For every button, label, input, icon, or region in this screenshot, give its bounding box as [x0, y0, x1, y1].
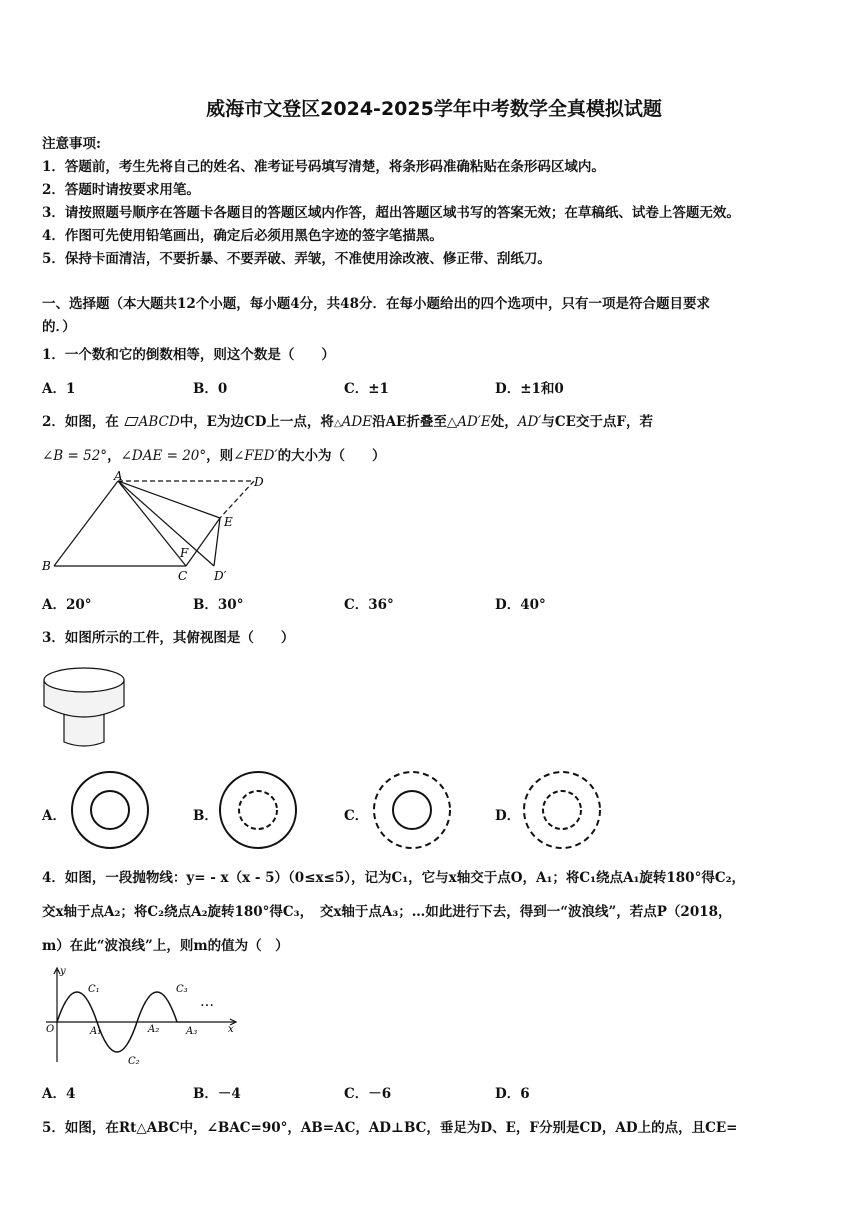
question-5-stem: 5．如图，在Rt△ABC中，∠BAC=90°，AB=AC，AD⊥BC，垂足为D、E，F分别是CD，AD上的点，且CE=: [42, 1120, 738, 1136]
q2-text: ，则: [206, 448, 234, 464]
q4-option-a: A．4: [42, 1086, 76, 1102]
label-C3: C₃: [176, 984, 188, 995]
label-D-prime: D′: [214, 569, 227, 583]
note-item: 4．作图可先使用铅笔画出，确定后必须用黑色字迹的签字笔描黑。: [42, 228, 443, 244]
q2-option-b: B．30°: [193, 597, 244, 613]
page-title: 威海市文登区2024-2025学年中考数学全真模拟试题: [206, 98, 662, 120]
label-B: B: [42, 559, 51, 573]
q2-stem-part: 中，E为边CD上一点，将: [179, 414, 334, 430]
q2-text: 的大小为（ ）: [277, 448, 386, 464]
q3-option-c: C．: [344, 808, 369, 824]
q2-option-a: A．20°: [42, 597, 92, 613]
q2-stem-part: 沿AE折叠至: [372, 414, 447, 430]
section-heading-cont: 的．）: [42, 319, 76, 335]
q3-option-b: B．: [193, 808, 218, 824]
label-A3: A₃: [186, 1026, 198, 1037]
q2-math: ∠FED′: [233, 448, 278, 464]
q2-text: ，: [107, 448, 121, 464]
question-3-stem: 3．如图所示的工件，其俯视图是（ ）: [42, 630, 295, 646]
q3-option-a: A．: [42, 808, 66, 824]
question-1-stem: 1．一个数和它的倒数相等，则这个数是（ ）: [42, 347, 335, 363]
q2-stem-part: 2．如图，在: [42, 414, 119, 430]
triangle-icon: △: [333, 418, 342, 429]
q2-math: ∠DAE = 20°: [120, 448, 207, 464]
q2-option-d: D．40°: [495, 597, 546, 613]
question-4-stem-line2: 交x轴于点A₂；将C₂绕点A₂旋转180°得C₃， 交x轴于点A₃；…如此进行下去，得到一“波浪线”，若点P（2018，: [42, 904, 732, 920]
question-4-stem: 4．如图，一段抛物线：y= - x（x - 5）（0≤x≤5），记为C₁，它与x轴交于点O，A₁；将C₁绕点A₁旋转180°得C₂，: [42, 870, 745, 886]
q2-figure: [38, 470, 278, 585]
label-D: D: [254, 475, 264, 489]
q2-math: ∠B = 52°: [42, 448, 108, 464]
question-4-stem-line3: m）在此“波浪线”上，则m的值为（ ）: [42, 938, 289, 954]
q2-option-c: C．36°: [344, 597, 394, 613]
question-2-stem-line2: [42, 444, 386, 464]
q3-option-d: D．: [495, 808, 521, 824]
note-item: 1．答题前，考生先将自己的姓名、准考证号码填写清楚，将条形码准确粘贴在条形码区域内。: [42, 159, 605, 175]
q1-option-b: B．0: [193, 381, 228, 397]
q2-stem-part: 处，: [490, 414, 518, 430]
label-A: A: [114, 470, 123, 483]
question-2-stem: [42, 410, 653, 430]
label-A2: A₂: [148, 1024, 160, 1035]
label-E: E: [224, 515, 233, 529]
axis-x-label: x: [228, 1024, 234, 1035]
q3-workpiece-figure: [40, 662, 128, 754]
q4-wave-figure: [40, 962, 245, 1067]
label-C2: C₂: [128, 1056, 140, 1067]
label-C1: C₁: [88, 984, 100, 995]
axis-y-label: y: [60, 966, 66, 977]
q3-option-c-figure: [368, 766, 456, 854]
q2-stem-math: △AD′E: [446, 414, 491, 430]
notes-heading: 注意事项:: [42, 136, 101, 152]
q4-option-d: D．6: [495, 1086, 530, 1102]
note-item: 3．请按照题号顺序在答题卡各题目的答题区域内作答，超出答题区域书写的答案无效；在草稿纸、试卷上答题无效。: [42, 205, 740, 221]
q3-option-a-figure: [66, 766, 154, 854]
q3-option-b-figure: [214, 766, 302, 854]
label-ellipsis: …: [200, 994, 214, 1010]
q3-option-d-figure: [518, 766, 606, 854]
note-item: 2．答题时请按要求用笔。: [42, 182, 200, 198]
parallelogram-icon: [124, 417, 138, 426]
section-heading: 一、选择题（本大题共12个小题，每小题4分，共48分．在每小题给出的四个选项中，只有一项是符合题目要求: [42, 296, 710, 312]
q2-stem-math: AD′: [517, 414, 542, 430]
q1-option-d: D．±1和0: [495, 381, 564, 397]
label-C: C: [178, 569, 188, 583]
note-item: 5．保持卡面清洁，不要折暴、不要弄破、弄皱，不准使用涂改液、修正带、刮纸刀。: [42, 251, 551, 267]
q2-stem-math: ADE: [341, 414, 373, 430]
q1-option-a: A．1: [42, 381, 76, 397]
q4-option-c: C．－6: [344, 1086, 392, 1102]
q1-option-c: C．±1: [344, 381, 389, 397]
q2-stem-part: 与CE交于点F，若: [541, 414, 653, 430]
q4-option-b: B．－4: [193, 1086, 241, 1102]
q2-stem-math: ABCD: [138, 414, 180, 430]
origin-label: O: [46, 1024, 55, 1035]
label-F: F: [180, 546, 189, 560]
label-A1: A₁: [90, 1026, 102, 1037]
